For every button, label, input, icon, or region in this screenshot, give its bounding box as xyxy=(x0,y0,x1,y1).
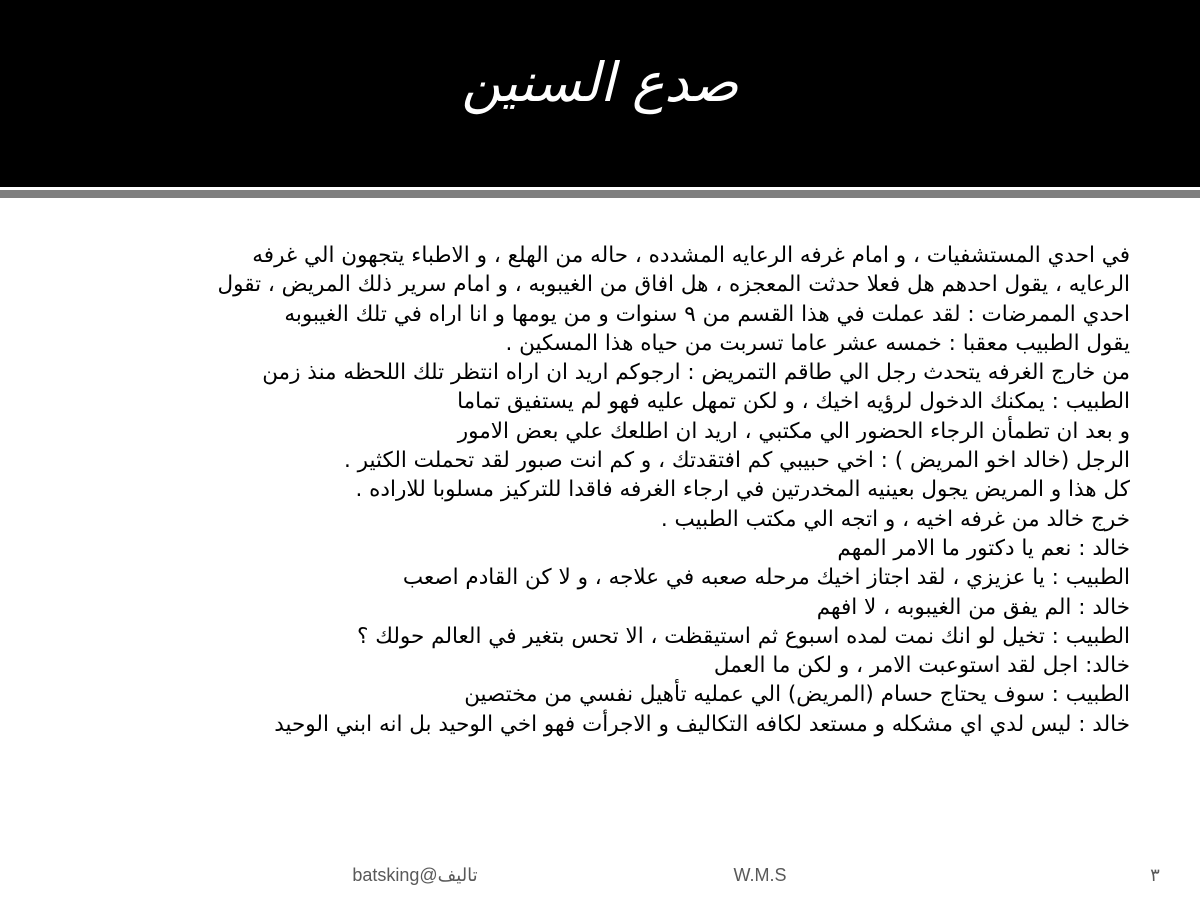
story-line: من خارج الغرفه يتحدث رجل الي طاقم التمريض : ارجوكم اريد ان اراه انتظر تلك اللحظه منذ زمن xyxy=(262,360,1130,386)
story-line: في احدي المستشفيات ، و امام غرفه الرعايه المشدده ، حاله من الهلع ، و الاطباء يتجهون الي غرفه xyxy=(252,243,1130,268)
story-line: الطبيب : تخيل لو انك نمت لمده اسبوع ثم استيقظت ، الا تحس بتغير في العالم حولك ؟ xyxy=(356,623,1130,649)
title-divider xyxy=(0,190,1200,198)
story-line: الطبيب : سوف يحتاج حسام (المريض) الي عمليه تأهيل نفسي من مختصين xyxy=(464,682,1130,708)
story-text xyxy=(62,241,1130,766)
story-line: كل هذا و المريض يجول بعينيه المخدرتين في ارجاء الغرفه فاقدا للتركيز مسلوبا للاراده . xyxy=(355,477,1130,503)
story-line: الطبيب : يا عزيزي ، لقد اجتاز اخيك مرحله صعبه في علاجه ، و لا كن القادم اصعب xyxy=(402,565,1130,591)
title-bar xyxy=(0,0,1200,187)
story-line: احدي الممرضات : لقد عملت في هذا القسم من ٩ سنوات و من يومها و انا اراه في تلك الغيبوبه xyxy=(284,301,1130,327)
story-line: خالد : نعم يا دكتور ما الامر المهم xyxy=(837,535,1130,561)
story-line: الرعايه ، يقول احدهم هل فعلا حدثت المعجزه ، هل افاق من الغيبوبه ، و امام سرير ذلك المريض ، تقول xyxy=(217,272,1130,298)
story-line: خالد : الم يفق من الغيبوبه ، لا افهم xyxy=(816,594,1130,620)
slide-title: صدع السنين xyxy=(461,51,739,114)
story-line: خرج خالد من غرفه اخيه ، و اتجه الي مكتب الطبيب . xyxy=(660,506,1130,532)
story-line: خالد : ليس لدي اي مشكله و مستعد لكافه التكاليف و الاجرأت فهو اخي الوحيد بل انه ابني الوحيد xyxy=(274,711,1130,737)
story-line: يقول الطبيب معقبا : خمسه عشر عاما تسربت من حياه هذا المسكين . xyxy=(505,330,1130,356)
page-number: ٣ xyxy=(1150,865,1160,885)
footer-author: تاليف@batsking xyxy=(352,865,478,885)
story-line: و بعد ان تطمأن الرجاء الحضور الي مكتبي ، اريد ان اطلعك علي بعض الامور xyxy=(457,418,1130,444)
story-line: خالد: اجل لقد استوعبت الامر ، و لكن ما العمل xyxy=(713,653,1130,679)
footer-center-text: W.M.S xyxy=(733,865,787,885)
story-line: الرجل (خالد اخو المريض ) : اخي حبيبي كم افتقدتك ، و كم انت صبور لقد تحملت الكثير . xyxy=(343,448,1130,474)
story-line: الطبيب : يمكنك الدخول لرؤيه اخيك ، و لكن تمهل عليه فهو لم يستفيق تماما xyxy=(457,389,1130,415)
